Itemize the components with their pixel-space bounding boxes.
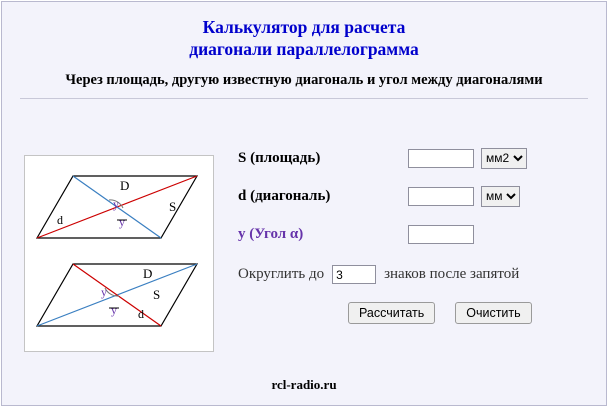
top-diagram xyxy=(37,176,197,238)
page-subtitle: Через площадь, другую известную диагональ и угол между диагоналями xyxy=(65,72,543,88)
field-label-diagonal: d (диагональ) xyxy=(238,187,331,204)
area-unit-select[interactable] xyxy=(481,148,527,169)
calculator-page xyxy=(1,1,607,406)
page-title xyxy=(2,2,606,60)
field-row-diagonal xyxy=(238,177,588,215)
page-title-line2: диагонали параллелограмма xyxy=(189,39,419,59)
field-row-area xyxy=(238,139,588,177)
bottom-diagram xyxy=(37,264,197,326)
parallelogram-diagrams-svg xyxy=(25,156,211,349)
diagonal-unit-select[interactable] xyxy=(481,186,520,207)
input-form xyxy=(238,139,588,324)
svg-text:D: D xyxy=(120,178,130,193)
button-row xyxy=(238,302,588,324)
angle-input[interactable] xyxy=(408,225,474,244)
calculate-button[interactable]: Рассчитать xyxy=(348,302,435,324)
content-area xyxy=(2,99,606,399)
area-input[interactable] xyxy=(408,149,474,168)
svg-text:S: S xyxy=(153,287,161,302)
rounding-prefix-label: Округлить до xyxy=(238,266,325,282)
svg-text:y: y xyxy=(111,303,117,317)
rounding-row xyxy=(238,265,588,284)
svg-text:d: d xyxy=(138,307,144,321)
field-label-angle: y (Угол α) xyxy=(238,225,304,242)
svg-text:d: d xyxy=(57,213,63,227)
parallelogram-diagram-panel xyxy=(24,155,214,352)
rounding-input[interactable] xyxy=(332,265,376,284)
field-row-angle xyxy=(238,215,588,253)
rounding-suffix-label: знаков после запятой xyxy=(384,266,520,282)
clear-button[interactable]: Очистить xyxy=(455,302,531,324)
svg-text:D: D xyxy=(143,266,153,281)
field-label-area: S (площадь) xyxy=(238,149,321,166)
svg-text:y: y xyxy=(119,215,125,229)
svg-text:y: y xyxy=(113,197,119,211)
site-footer: rcl-radio.ru xyxy=(271,377,337,392)
svg-text:S: S xyxy=(169,199,177,214)
diagonal-input[interactable] xyxy=(408,187,474,206)
page-title-line1: Калькулятор для расчета xyxy=(202,17,406,37)
svg-text:y: y xyxy=(101,285,107,299)
